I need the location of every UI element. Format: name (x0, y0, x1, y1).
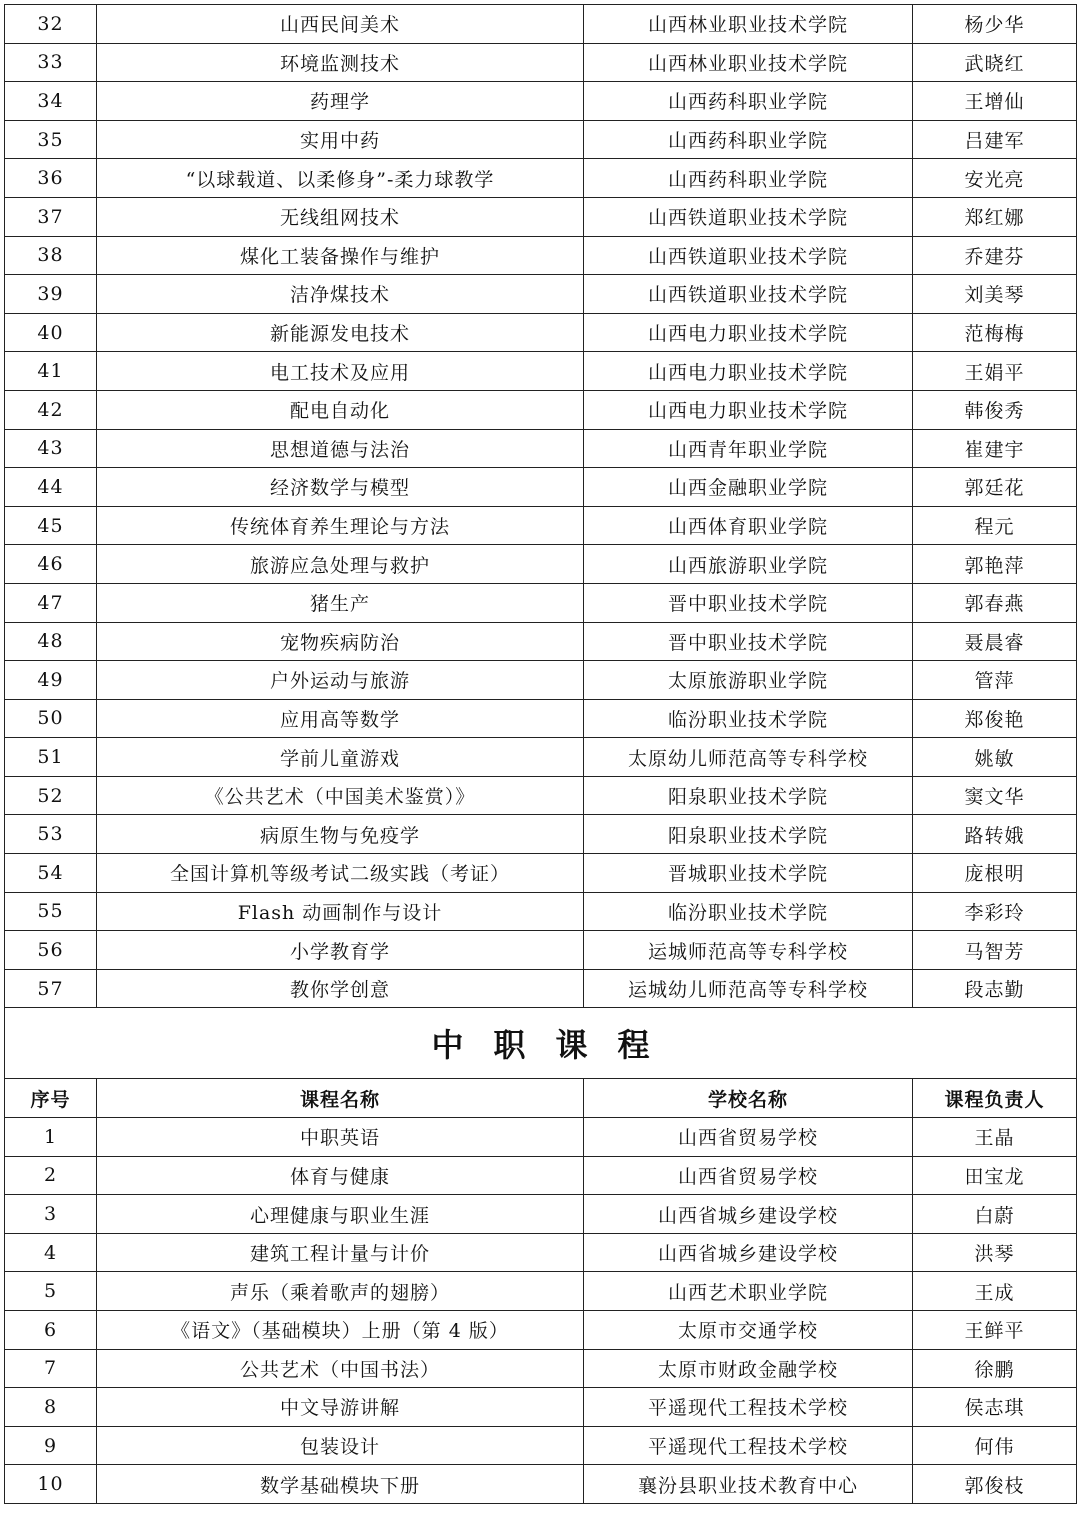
school-name: 山西省城乡建设学校 (584, 1233, 913, 1272)
course-name: 经济数学与模型 (97, 468, 584, 507)
course-lead: 洪琴 (913, 1233, 1077, 1272)
table-row (5, 1233, 1077, 1272)
section-row (5, 1008, 1077, 1079)
course-name: 实用中药 (97, 120, 584, 159)
course-lead: 郭廷花 (913, 468, 1077, 507)
table-row (5, 429, 1077, 468)
table-row (5, 43, 1077, 82)
course-name: 公共艺术（中国书法） (97, 1349, 584, 1388)
table-row (5, 622, 1077, 661)
course-name: 传统体育养生理论与方法 (97, 506, 584, 545)
course-lead: 杨少华 (913, 5, 1077, 44)
table-row (5, 506, 1077, 545)
header-course-lead: 课程负责人 (913, 1079, 1077, 1118)
row-number: 46 (5, 545, 97, 584)
course-name: “以球载道、以柔修身”-柔力球教学 (97, 159, 584, 198)
course-name: Flash 动画制作与设计 (97, 892, 584, 931)
school-name: 山西艺术职业学院 (584, 1272, 913, 1311)
row-number: 45 (5, 506, 97, 545)
row-number: 8 (5, 1388, 97, 1427)
row-number: 10 (5, 1465, 97, 1504)
course-table (4, 4, 1077, 1504)
school-name: 太原市财政金融学校 (584, 1349, 913, 1388)
course-name: 包装设计 (97, 1426, 584, 1465)
table-row (5, 5, 1077, 44)
course-lead: 郑红娜 (913, 197, 1077, 236)
school-name: 山西省城乡建设学校 (584, 1195, 913, 1234)
course-lead: 郭艳萍 (913, 545, 1077, 584)
school-name: 山西体育职业学院 (584, 506, 913, 545)
course-lead: 李彩玲 (913, 892, 1077, 931)
school-name: 山西铁道职业技术学院 (584, 236, 913, 275)
school-name: 阳泉职业技术学院 (584, 815, 913, 854)
school-name: 山西电力职业技术学院 (584, 352, 913, 391)
course-lead: 程元 (913, 506, 1077, 545)
table-row (5, 1388, 1077, 1427)
course-lead: 武晓红 (913, 43, 1077, 82)
row-number: 37 (5, 197, 97, 236)
table-row (5, 1465, 1077, 1504)
table-row (5, 1272, 1077, 1311)
row-number: 39 (5, 275, 97, 314)
table-row (5, 583, 1077, 622)
course-lead: 王增仙 (913, 82, 1077, 121)
row-number: 47 (5, 583, 97, 622)
table-row (5, 969, 1077, 1008)
school-name: 山西药科职业学院 (584, 159, 913, 198)
course-lead: 安光亮 (913, 159, 1077, 198)
table-row (5, 82, 1077, 121)
course-name: 全国计算机等级考试二级实践（考证） (97, 854, 584, 893)
course-lead: 田宝龙 (913, 1156, 1077, 1195)
row-number: 7 (5, 1349, 97, 1388)
school-name: 山西旅游职业学院 (584, 545, 913, 584)
course-lead: 侯志琪 (913, 1388, 1077, 1427)
row-number: 2 (5, 1156, 97, 1195)
school-name: 临汾职业技术学院 (584, 699, 913, 738)
course-lead: 何伟 (913, 1426, 1077, 1465)
table-row (5, 197, 1077, 236)
course-lead: 窦文华 (913, 776, 1077, 815)
course-lead: 范梅梅 (913, 313, 1077, 352)
school-name: 运城师范高等专科学校 (584, 931, 913, 970)
school-name: 阳泉职业技术学院 (584, 776, 913, 815)
course-name: 中职英语 (97, 1118, 584, 1157)
course-lead: 韩俊秀 (913, 390, 1077, 429)
header-course-name: 课程名称 (97, 1079, 584, 1118)
course-table-body (5, 5, 1077, 1504)
row-number: 3 (5, 1195, 97, 1234)
school-name: 晋中职业技术学院 (584, 583, 913, 622)
course-lead: 郭春燕 (913, 583, 1077, 622)
course-lead: 王鲜平 (913, 1311, 1077, 1350)
table-row (5, 815, 1077, 854)
course-name: 应用高等数学 (97, 699, 584, 738)
row-number: 4 (5, 1233, 97, 1272)
school-name: 山西铁道职业技术学院 (584, 275, 913, 314)
row-number: 56 (5, 931, 97, 970)
table-row (5, 1118, 1077, 1157)
course-name: 新能源发电技术 (97, 313, 584, 352)
table-row (5, 892, 1077, 931)
course-lead: 马智芳 (913, 931, 1077, 970)
table-row (5, 275, 1077, 314)
course-name: 数学基础模块下册 (97, 1465, 584, 1504)
table-header-row (5, 1079, 1077, 1118)
course-lead: 徐鹏 (913, 1349, 1077, 1388)
table-row (5, 120, 1077, 159)
course-lead: 郭俊枝 (913, 1465, 1077, 1504)
school-name: 平遥现代工程技术学校 (584, 1426, 913, 1465)
table-row (5, 931, 1077, 970)
school-name: 山西省贸易学校 (584, 1118, 913, 1157)
course-lead: 路转娥 (913, 815, 1077, 854)
school-name: 山西青年职业学院 (584, 429, 913, 468)
table-row (5, 1195, 1077, 1234)
row-number: 36 (5, 159, 97, 198)
row-number: 35 (5, 120, 97, 159)
table-row (5, 1156, 1077, 1195)
course-name: 药理学 (97, 82, 584, 121)
course-lead: 崔建宇 (913, 429, 1077, 468)
course-name: 宠物疾病防治 (97, 622, 584, 661)
row-number: 38 (5, 236, 97, 275)
row-number: 57 (5, 969, 97, 1008)
course-lead: 庞根明 (913, 854, 1077, 893)
table-row (5, 390, 1077, 429)
course-name: 心理健康与职业生涯 (97, 1195, 584, 1234)
course-name: 洁净煤技术 (97, 275, 584, 314)
table-row (5, 236, 1077, 275)
table-row (5, 1349, 1077, 1388)
school-name: 太原旅游职业学院 (584, 661, 913, 700)
school-name: 山西省贸易学校 (584, 1156, 913, 1195)
school-name: 山西林业职业技术学院 (584, 5, 913, 44)
table-row (5, 468, 1077, 507)
course-name: 山西民间美术 (97, 5, 584, 44)
course-lead: 刘美琴 (913, 275, 1077, 314)
school-name: 平遥现代工程技术学校 (584, 1388, 913, 1427)
course-name: 猪生产 (97, 583, 584, 622)
course-name: 学前儿童游戏 (97, 738, 584, 777)
course-lead: 王晶 (913, 1118, 1077, 1157)
course-name: 环境监测技术 (97, 43, 584, 82)
course-lead: 白蔚 (913, 1195, 1077, 1234)
course-lead: 郑俊艳 (913, 699, 1077, 738)
row-number: 50 (5, 699, 97, 738)
table-row (5, 776, 1077, 815)
school-name: 运城幼儿师范高等专科学校 (584, 969, 913, 1008)
course-name: 煤化工装备操作与维护 (97, 236, 584, 275)
row-number: 40 (5, 313, 97, 352)
row-number: 42 (5, 390, 97, 429)
row-number: 32 (5, 5, 97, 44)
row-number: 54 (5, 854, 97, 893)
course-name: 病原生物与免疫学 (97, 815, 584, 854)
table-row (5, 699, 1077, 738)
course-name: 思想道德与法治 (97, 429, 584, 468)
row-number: 49 (5, 661, 97, 700)
school-name: 临汾职业技术学院 (584, 892, 913, 931)
course-name: 旅游应急处理与救护 (97, 545, 584, 584)
row-number: 52 (5, 776, 97, 815)
school-name: 山西林业职业技术学院 (584, 43, 913, 82)
course-lead: 王娟平 (913, 352, 1077, 391)
course-name: 中文导游讲解 (97, 1388, 584, 1427)
section-title: 中职课程 (5, 1008, 1077, 1079)
school-name: 山西金融职业学院 (584, 468, 913, 507)
row-number: 43 (5, 429, 97, 468)
row-number: 51 (5, 738, 97, 777)
row-number: 48 (5, 622, 97, 661)
school-name: 山西药科职业学院 (584, 120, 913, 159)
course-lead: 乔建芬 (913, 236, 1077, 275)
course-name: 体育与健康 (97, 1156, 584, 1195)
table-row (5, 1311, 1077, 1350)
course-name: 配电自动化 (97, 390, 584, 429)
school-name: 山西药科职业学院 (584, 82, 913, 121)
table-row (5, 352, 1077, 391)
table-row (5, 661, 1077, 700)
table-row (5, 1426, 1077, 1465)
row-number: 6 (5, 1311, 97, 1350)
course-lead: 王成 (913, 1272, 1077, 1311)
school-name: 山西电力职业技术学院 (584, 390, 913, 429)
table-row (5, 545, 1077, 584)
header-number: 序号 (5, 1079, 97, 1118)
course-name: 《语文》（基础模块）上册（第 4 版） (97, 1311, 584, 1350)
row-number: 41 (5, 352, 97, 391)
table-row (5, 313, 1077, 352)
course-name: 户外运动与旅游 (97, 661, 584, 700)
course-name: 无线组网技术 (97, 197, 584, 236)
table-row (5, 738, 1077, 777)
school-name: 晋中职业技术学院 (584, 622, 913, 661)
table-row (5, 854, 1077, 893)
row-number: 1 (5, 1118, 97, 1157)
course-name: 电工技术及应用 (97, 352, 584, 391)
table-row (5, 159, 1077, 198)
row-number: 34 (5, 82, 97, 121)
school-name: 山西电力职业技术学院 (584, 313, 913, 352)
course-lead: 姚敏 (913, 738, 1077, 777)
course-name: 建筑工程计量与计价 (97, 1233, 584, 1272)
school-name: 襄汾县职业技术教育中心 (584, 1465, 913, 1504)
row-number: 9 (5, 1426, 97, 1465)
row-number: 53 (5, 815, 97, 854)
school-name: 太原市交通学校 (584, 1311, 913, 1350)
school-name: 太原幼儿师范高等专科学校 (584, 738, 913, 777)
course-lead: 段志勤 (913, 969, 1077, 1008)
row-number: 55 (5, 892, 97, 931)
school-name: 晋城职业技术学院 (584, 854, 913, 893)
row-number: 5 (5, 1272, 97, 1311)
course-name: 教你学创意 (97, 969, 584, 1008)
course-name: 《公共艺术（中国美术鉴赏）》 (97, 776, 584, 815)
row-number: 44 (5, 468, 97, 507)
course-lead: 吕建军 (913, 120, 1077, 159)
course-name: 声乐（乘着歌声的翅膀） (97, 1272, 584, 1311)
row-number: 33 (5, 43, 97, 82)
header-school-name: 学校名称 (584, 1079, 913, 1118)
course-lead: 聂晨睿 (913, 622, 1077, 661)
school-name: 山西铁道职业技术学院 (584, 197, 913, 236)
course-name: 小学教育学 (97, 931, 584, 970)
course-lead: 管萍 (913, 661, 1077, 700)
